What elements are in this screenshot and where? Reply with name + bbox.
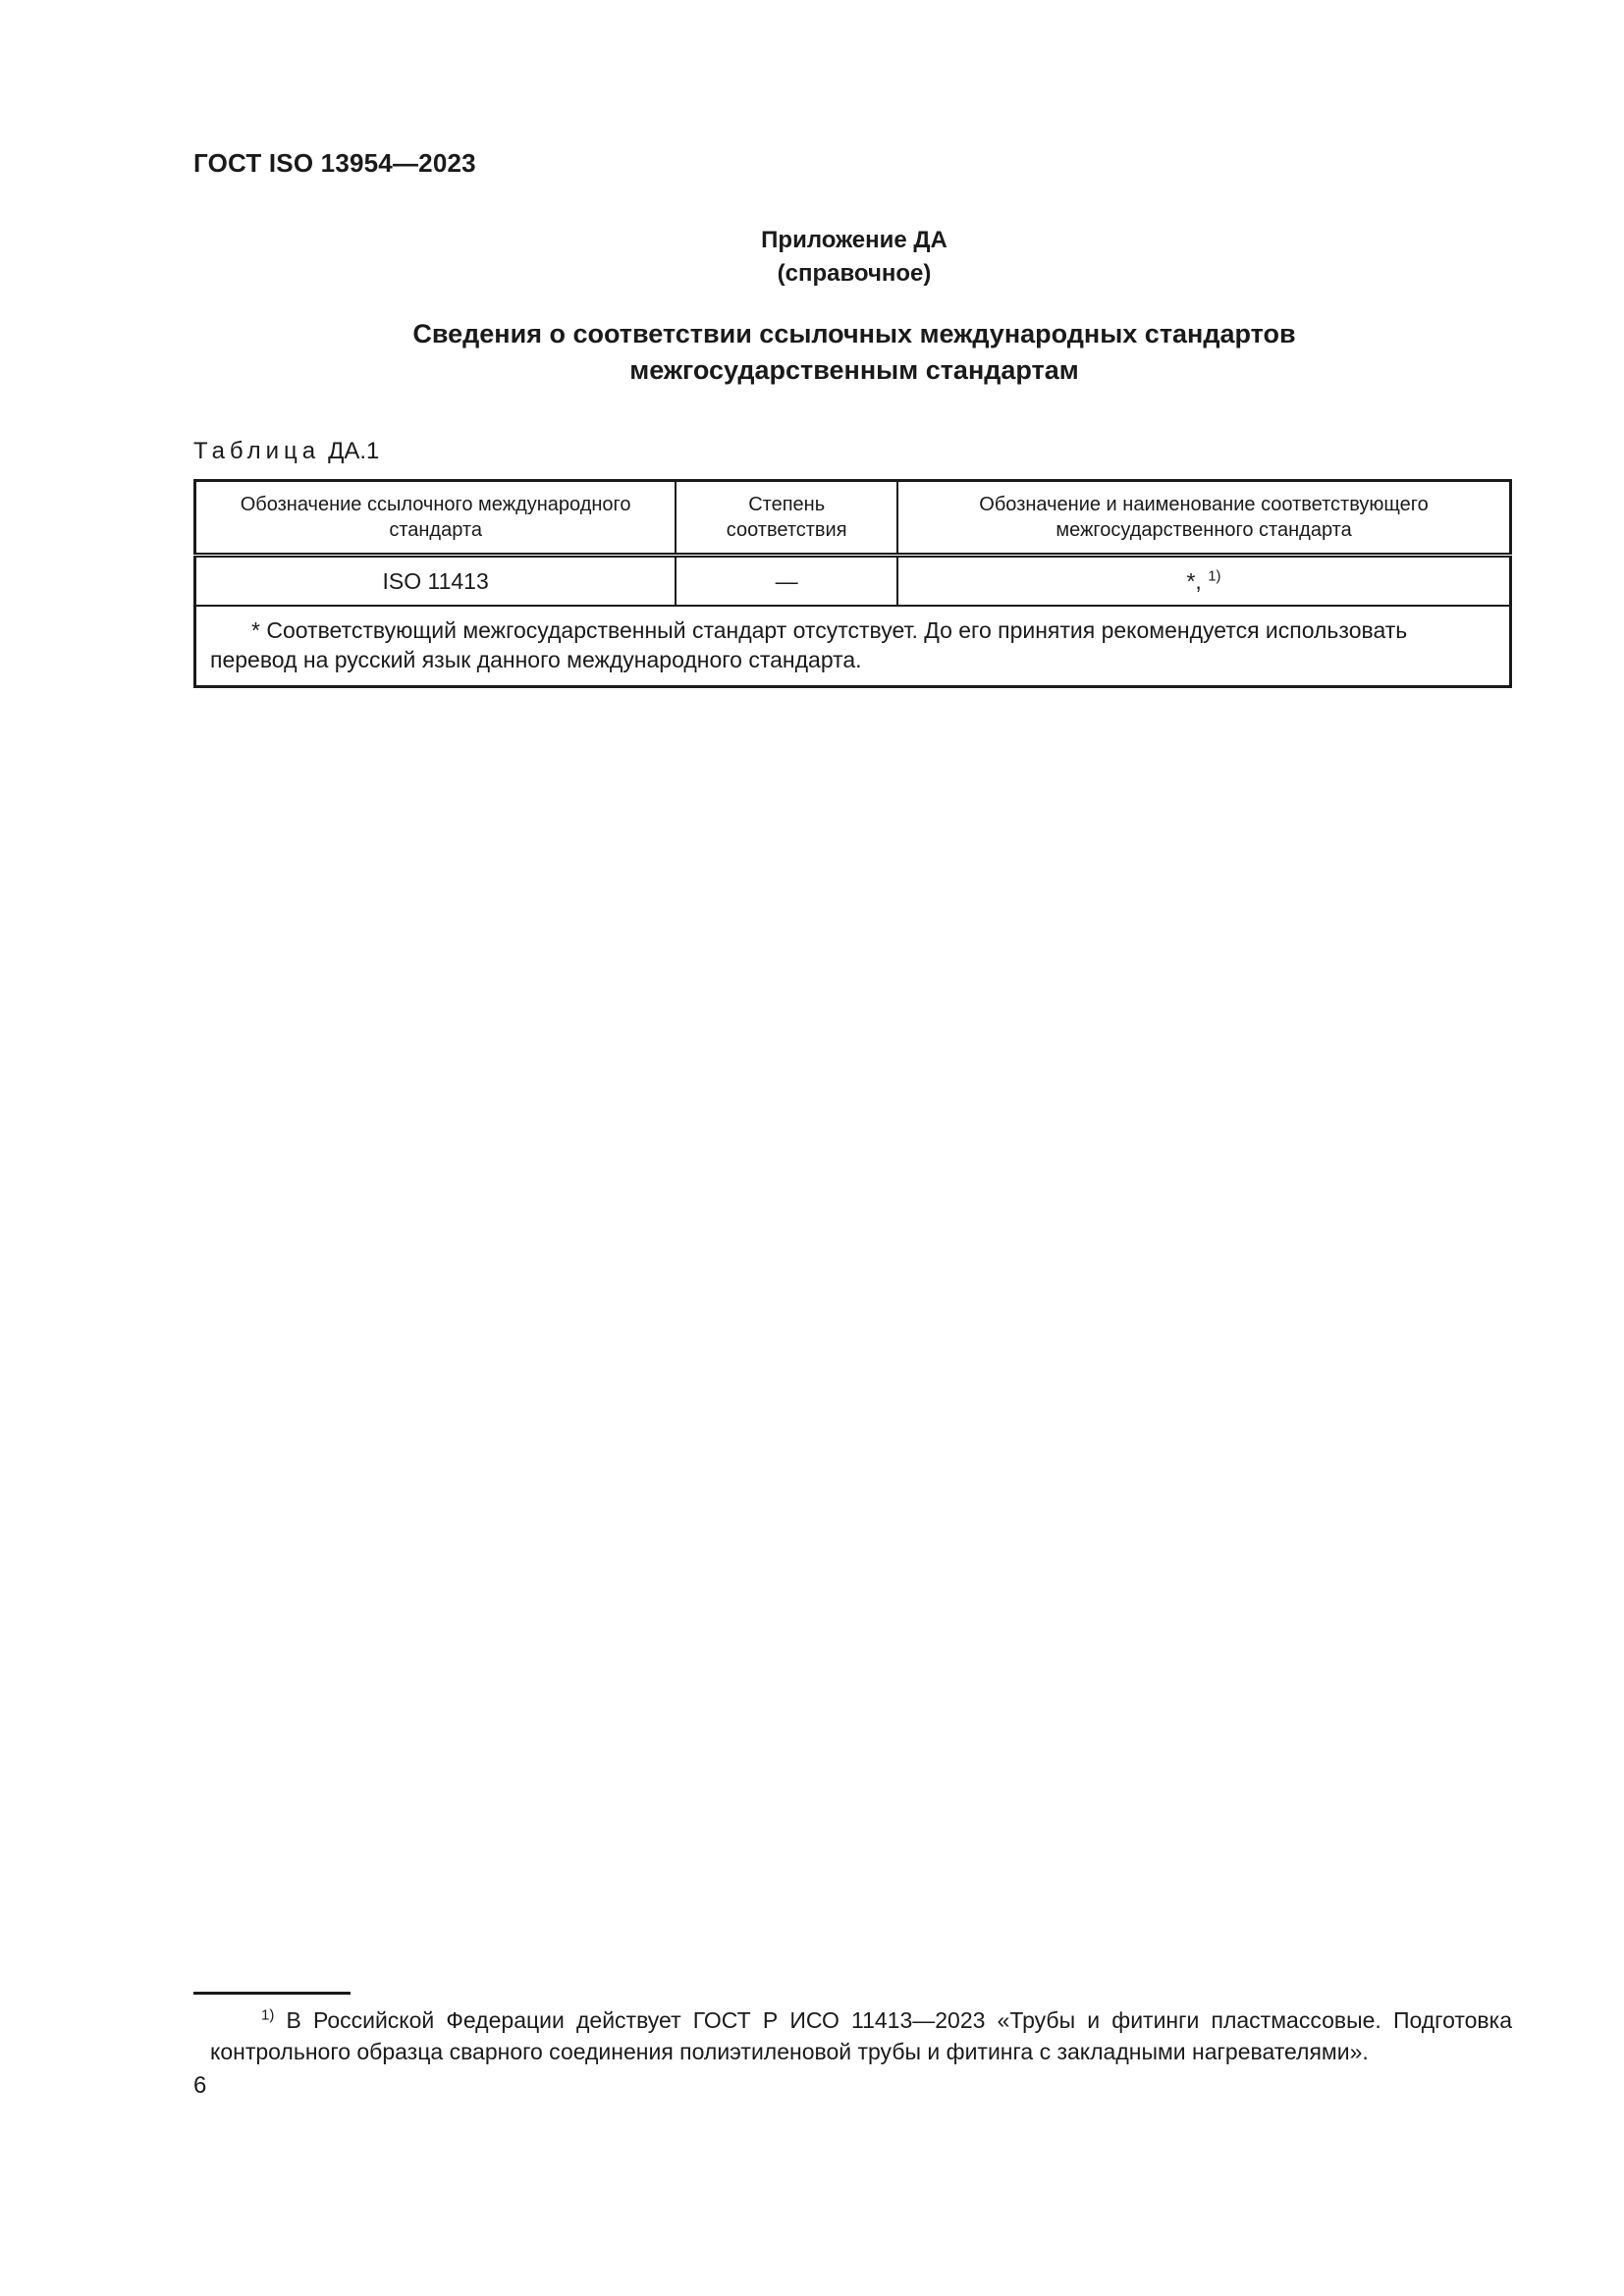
footnote-divider (193, 1992, 351, 1995)
table-note: * Соответствующий межгосударственный стандарт отсутствует. До его принятия рекомендуется использовать перевод на русский язык данного международного стандарта. (195, 606, 1511, 687)
header-cell-standard: Обозначение ссылочного международного стандарта (195, 481, 677, 556)
cell-standard: ISO 11413 (195, 556, 677, 607)
section-title-line-1: Сведения о соответствии ссылочных международных стандартов (412, 319, 1296, 348)
cell-gost: *, $^{1)}$ (897, 556, 1510, 607)
footnote (210, 2004, 1512, 2067)
table-caption-word: Таблица (193, 438, 321, 464)
table-caption (193, 438, 379, 465)
table-note-row (195, 606, 1511, 687)
section-title-line-2: межгосударственным стандартам (629, 355, 1079, 385)
section-title (0, 316, 1624, 389)
appendix-title: Приложение ДА (761, 227, 947, 253)
page-number: 6 (193, 2072, 207, 2099)
table-header-row (195, 481, 1511, 556)
reference-standards-table (193, 479, 1512, 688)
table-caption-id: ДА.1 (328, 438, 380, 464)
table-row (195, 556, 1511, 607)
cell-degree: — (676, 556, 897, 607)
header-cell-degree: Степень соответствия (676, 481, 897, 556)
footnote-text: В Российской Федерации действует ГОСТ Р ИСО 11413—2023 «Трубы и фитинги пластмассовые. Подготовка контрольного образца сварного соединения полиэтиленовой трубы и фитинга с закладными нагревателями». (210, 2007, 1513, 2064)
footnote-marker: 1) (261, 2006, 275, 2024)
document-code: ГОСТ ISO 13954—2023 (193, 148, 476, 178)
appendix-subtitle: (справочное) (777, 260, 932, 287)
appendix-heading (0, 224, 1624, 291)
footnote-ref: 1) (1208, 566, 1221, 584)
header-cell-gost: Обозначение и наименование соответствующего межгосударственного стандарта (897, 481, 1510, 556)
